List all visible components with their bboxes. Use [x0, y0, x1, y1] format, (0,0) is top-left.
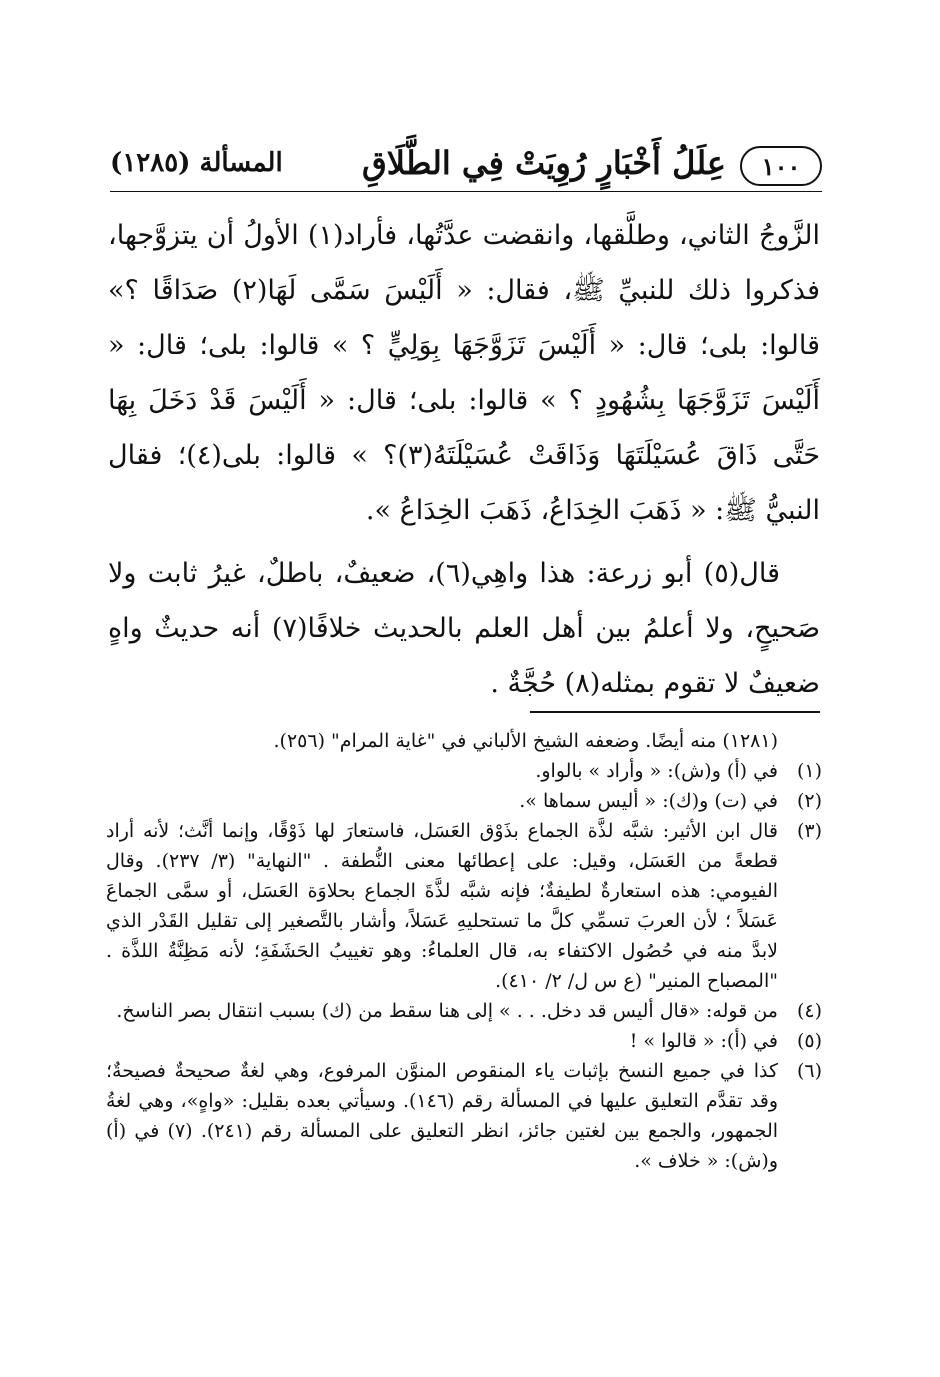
main-text [108, 208, 820, 711]
footnote-number: (٣) [796, 820, 822, 842]
footnote-text: في (أ): « قالوا » ! [629, 1030, 778, 1052]
main-paragraph: الزَّوجُ الثاني، وطلَّقها، وانقضت عدَّتُها، فأراد(١) الأولُ أن يتزوَّجها، فذكروا ذلك للنبيِّ ﷺ، فقال: « أَلَيْسَ سَمَّى لَهَا(٢) صَدَاقًا ؟» قالوا: بلى؛ قال: « أَلَيْسَ تَزَوَّجَهَا بِوَلِيٍّ ؟ » قالوا: بلى؛ قال: « أَلَيْسَ تَزَوَّجَهَا بِشُهُودٍ ؟ » قالوا: بلى؛ قال: « أَلَيْسَ قَدْ دَخَلَ بِهَا حَتَّى ذَاقَ عُسَيْلَتَهَا وَذَاقَتْ عُسَيْلَتَهُ(٣)؟ » قالوا: بلى(٤)؛ فقال النبيُّ ﷺ: « ذَهَبَ الخِدَاعُ، ذَهَبَ الخِدَاعُ ». [108, 220, 821, 526]
footnote-number: (٦) [796, 1060, 822, 1082]
page-number: ١٠٠ [740, 146, 822, 186]
footnote-number: (٥) [796, 1030, 822, 1052]
footnote-item [106, 1056, 822, 1176]
footnote-number: (٢) [796, 790, 822, 812]
footnote-text: في (ت) و(ك): « أليس سماها ». [519, 790, 778, 812]
footnote-divider [530, 711, 820, 713]
footnote-text: في (أ) و(ش): « وأراد » بالواو. [535, 760, 778, 782]
footnote-text: من قوله: «قال أليس قد دخل. . . » إلى هنا سقط من (ك) بسبب انتقال بصر الناسخ. [116, 1000, 778, 1022]
footnote-item [106, 996, 822, 1026]
page-header [110, 140, 822, 192]
footnote-item [106, 786, 822, 816]
book-title: عِلَلُ أَخْبَارٍ رُوِيَتْ فِي الطَّلَاقِ [361, 144, 726, 182]
footnotes [106, 726, 822, 1176]
footnote-item [106, 816, 822, 996]
issue-label: المسألة (١٢٨٥) [110, 148, 283, 178]
footnote-number: (٤) [796, 1000, 822, 1022]
main-paragraph: قال(٥) أبو زرعة: هذا واهِي(٦)، ضعيفٌ، باطلٌ، غيرُ ثابت ولا صَحيحٍ، ولا أعلمُ بين أهل العلم بالحديث خلافًا(٧) أنه حديثٌ واهٍ ضعيفٌ لا تقوم بمثله(٨) حُجَّةٌ . [108, 558, 820, 699]
footnote-text: قال ابن الأثير: شبَّه لذَّة الجماع بذَوْق العَسَل، فاستعارَ لها ذَوْقًا، وإنما أنَّث؛ لأنه أراد قطعةً من العَسَل، وقيل: على إعطائها معنى النُّطفة . "النهاية" (٣/ ٢٣٧). وقال الفيومي: هذه استعارةٌ لطيفةٌ؛ فإنه شبَّه لذَّةَ الجماع بحلاوَة العَسَل، أو سمَّى الجماعَ عَسَلاً ؛ لأن العربَ تسمِّي كلَّ ما تستحليهِ عَسَلاً، وأشار بالتَّصغير إلى تقليل القَدْر الذي لابدَّ منه في حُصُول الاكتفاء به، قال العلماءُ: وهو تغييبُ الحَشَفَةِ؛ لأنه مَظِنَّةُ اللذَّة . "المصباح المنير" (ع س ل/ ٢/ ٤١٠). [106, 820, 778, 992]
footnote-text: كذا في جميع النسخ بإثبات ياء المنقوص المنوَّن المرفوع، وهي لغةٌ صحيحةٌ فصيحةٌ؛ وقد تقدَّم التعليق عليها في المسألة رقم (١٤٦). وسيأتي بعده بقليل: «واهٍ»، وهي لغةُ الجمهور، والجمع بين لغتين جائز، انظر التعليق على المسألة رقم (٢٤١). (٧) في (أ) و(ش): « خلاف ». [106, 1060, 779, 1172]
footnote-number: (١) [796, 760, 822, 782]
footnote-item [106, 1026, 822, 1056]
header-divider [110, 191, 822, 192]
footnote-item [106, 756, 822, 786]
footnote-continuation: (١٢٨١) منه أيضًا. وضعفه الشيخ الألباني في "غاية المرام" (٢٥٦). [273, 730, 778, 752]
